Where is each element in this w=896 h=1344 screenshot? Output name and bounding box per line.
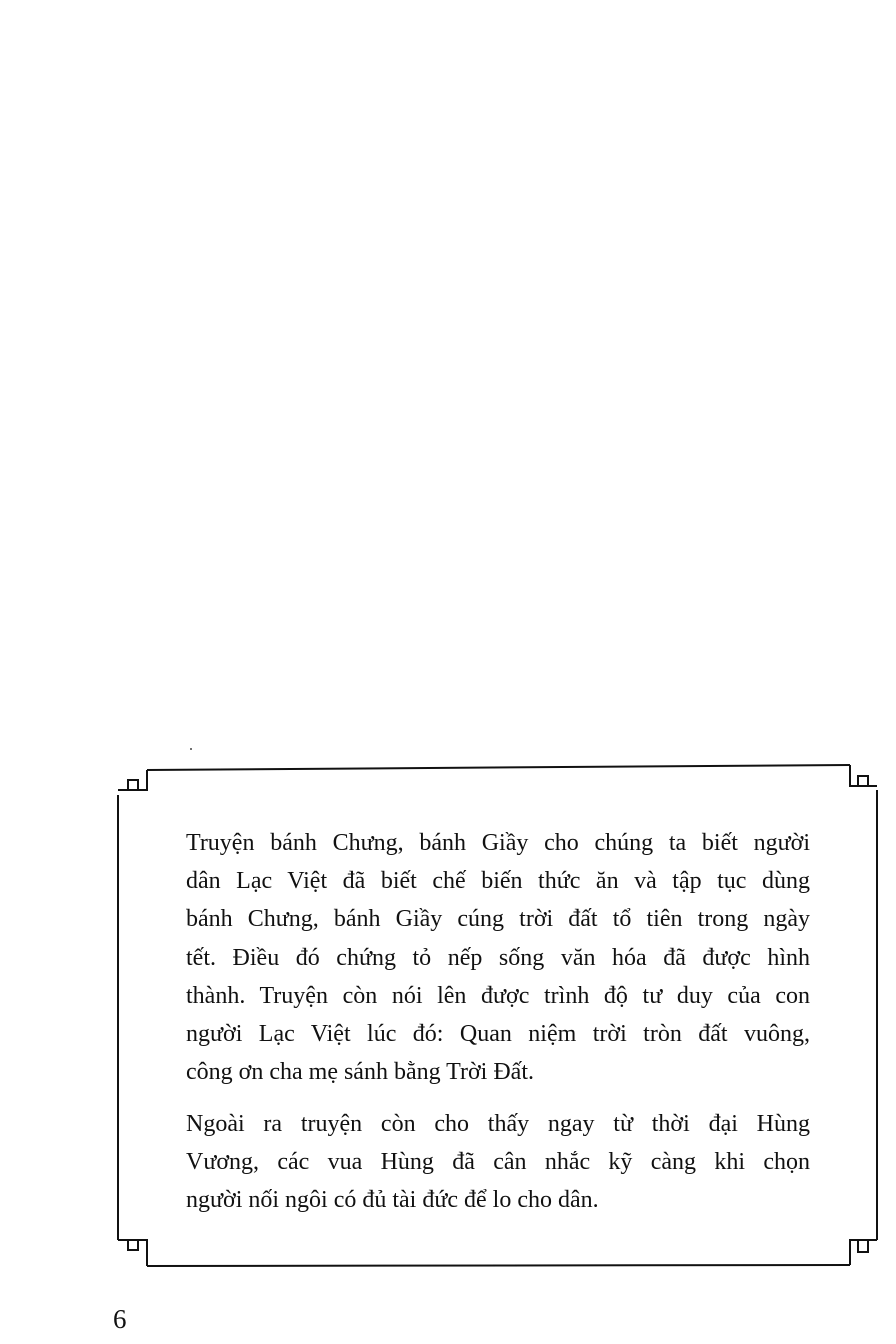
text-line: Ngoài ra truyện còn cho thấy ngay từ thời đại Hùng	[186, 1111, 810, 1137]
text-line: người Lạc Việt lúc đó: Quan niệm trời tròn đất vuông,	[186, 1020, 810, 1047]
text-line: dân Lạc Việt đã biết chế biến thức ăn và tập tục dùng	[186, 868, 810, 895]
text-line: Truyện bánh Chưng, bánh Giầy cho chúng ta biết người	[186, 830, 810, 856]
text-line: tết. Điều đó chứng tỏ nếp sống văn hóa đã được hình	[186, 944, 810, 971]
text-line: công ơn cha mẹ sánh bằng Trời Đất.	[186, 1059, 534, 1086]
text-line: người nối ngôi có đủ tài đức để lo cho dân.	[186, 1187, 599, 1214]
page-number: 6	[113, 1304, 127, 1334]
paragraph-1	[186, 824, 810, 1091]
scan-speck	[190, 748, 192, 750]
text-line: thành. Truyện còn nói lên được trình độ tư duy của con	[186, 982, 810, 1009]
text-line: bánh Chưng, bánh Giầy cúng trời đất tổ tiên trong ngày	[186, 906, 810, 933]
paragraph-2	[186, 1105, 810, 1220]
text-line: Vương, các vua Hùng đã cân nhắc kỹ càng khi chọn	[186, 1149, 810, 1176]
